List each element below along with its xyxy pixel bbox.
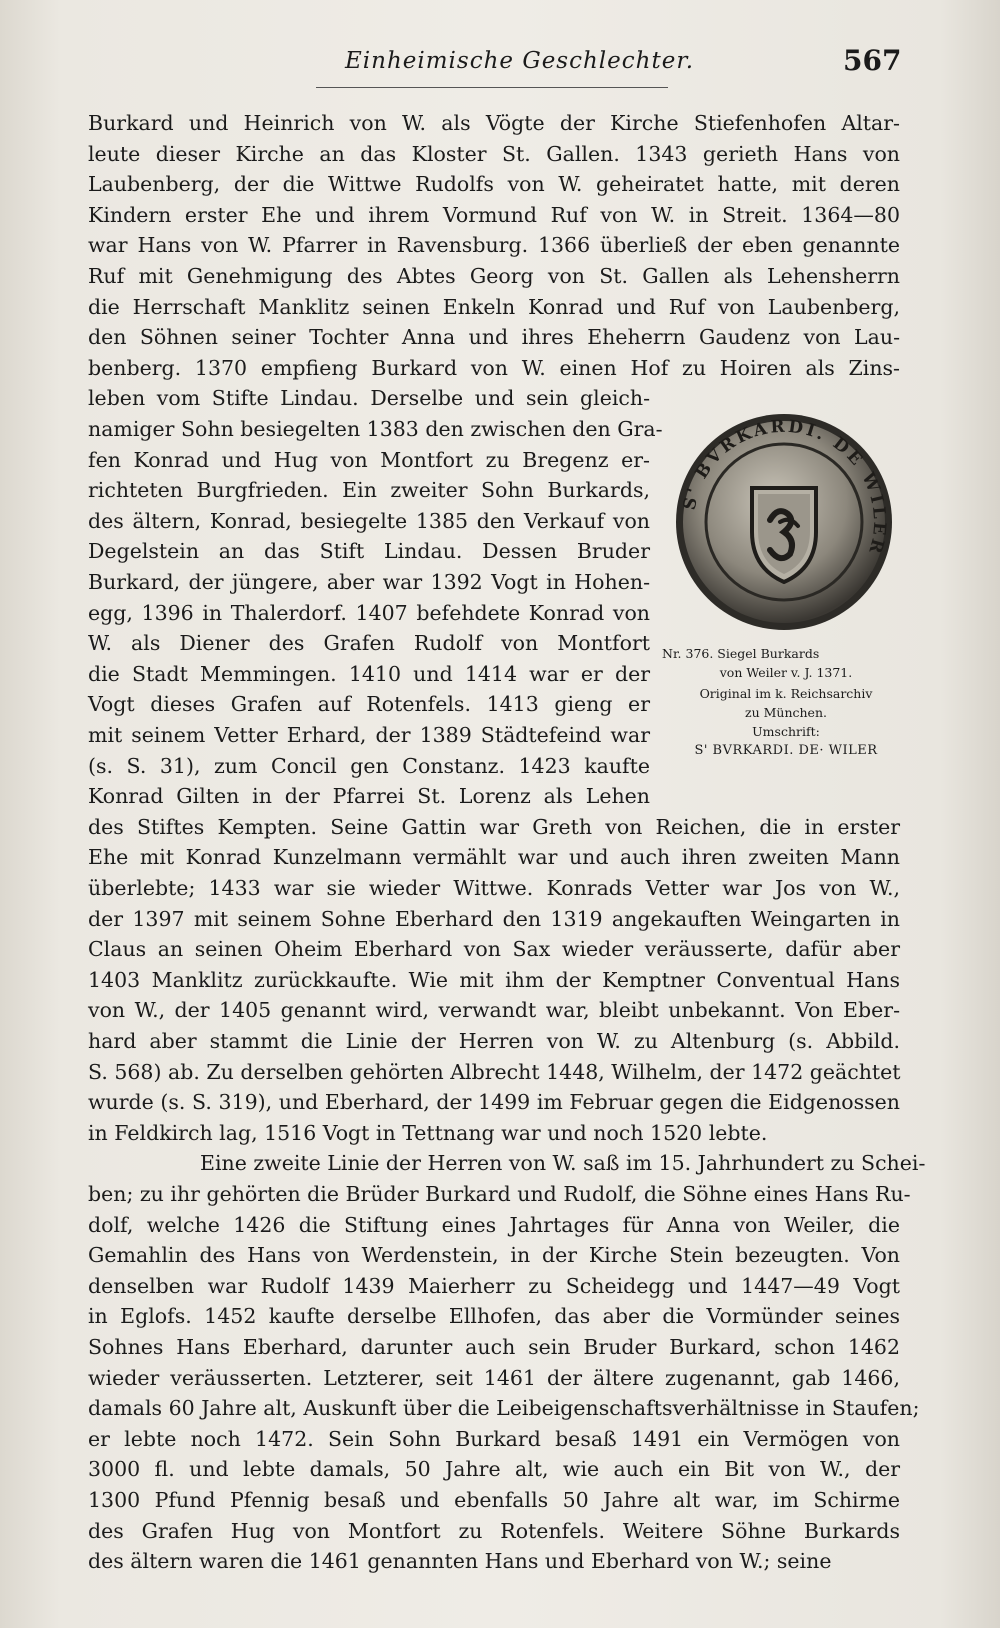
- text-line: der 1397 mit seinem Sohne Eberhard den 1319 angekauften Weingarten in: [88, 906, 900, 931]
- text-line: wurde (s. S. 319), und Eberhard, der 1499 im Februar gegen die Eidgenossen: [88, 1090, 900, 1115]
- text-line: Ruf mit Genehmigung des Abtes Georg von St. Gallen als Lehensherrn: [88, 264, 900, 288]
- text-line: egg, 1396 in Thalerdorf. 1407 befehdete Konrad von: [88, 600, 650, 625]
- text-line: den Söhnen seiner Tochter Anna und ihres Eheherrn Gaudenz von Lau-: [88, 325, 900, 350]
- text-line: Konrad Gilten in der Pfarrei St. Lorenz als Lehen: [88, 784, 650, 809]
- text-line: er lebte noch 1472. Sein Sohn Burkard besaß 1491 ein Vermögen von: [88, 1426, 900, 1451]
- text-line: Laubenberg, der die Wittwe Rudolfs von W. geheiratet hatte, mit deren: [88, 172, 900, 197]
- text-line: richteten Burgfrieden. Ein zweiter Sohn Burkards,: [88, 478, 650, 503]
- text-line: fen Konrad und Hug von Montfort zu Bregenz er-: [88, 447, 650, 472]
- text-line: Burkard, der jüngere, aber war 1392 Vogt in Hohen-: [88, 570, 650, 594]
- text-line: des Stiftes Kempten. Seine Gattin war Greth von Reichen, die in erster: [88, 814, 900, 839]
- text-line: von W., der 1405 genannt wird, verwandt war, bleibt unbekannt. Von Eber-: [88, 998, 900, 1023]
- text-line: Eine zweite Linie der Herren von W. saß im 15. Jahrhundert zu Schei-: [200, 1151, 926, 1176]
- figure-source: Original im k. Reichsarchiv: [699, 686, 873, 701]
- text-line: dolf, welche 1426 die Stiftung eines Jahrtages für Anna von Weiler, die: [88, 1212, 900, 1237]
- text-line: des Grafen Hug von Montfort zu Rotenfels. Weitere Söhne Burkards: [88, 1518, 900, 1543]
- header-rule: [316, 87, 668, 88]
- seal-figure: [660, 410, 912, 758]
- text-line: namiger Sohn besiegelten 1383 den zwischen den Gra-: [88, 417, 663, 441]
- text-line: in Eglofs. 1452 kaufte derselbe Ellhofen, das aber die Vormünder seines: [88, 1304, 900, 1329]
- text-line: die Herrschaft Manklitz seinen Enkeln Konrad und Ruf von Laubenberg,: [88, 294, 900, 319]
- text-line: Gemahlin des Hans von Werdenstein, in der Kirche Stein bezeugten. Von: [88, 1243, 900, 1268]
- seal-image: [672, 410, 896, 634]
- text-line: 3000 fl. und lebte damals, 50 Jahre alt, wie auch ein Bit von W., der: [88, 1457, 900, 1482]
- text-line: ben; zu ihr gehörten die Brüder Burkard und Rudolf, die Söhne eines Hans Ru-: [88, 1182, 911, 1206]
- text-line: hard aber stammt die Linie der Herren von W. zu Altenburg (s. Abbild.: [88, 1029, 900, 1053]
- figure-subtitle: von Weiler v. J. 1371.: [719, 665, 853, 680]
- text-line: in Feldkirch lag, 1516 Vogt in Tettnang war und noch 1520 lebte.: [88, 1120, 768, 1145]
- inscription-text: S' BVRKARDI. DE· WILER: [694, 743, 878, 758]
- page-number: 567: [843, 44, 902, 77]
- text-line: des ältern, Konrad, besiegelte 1385 den Verkauf von: [88, 508, 650, 533]
- text-line: des ältern waren die 1461 genannten Hans und Eberhard von W.; seine: [88, 1549, 832, 1574]
- text-line: 1403 Manklitz zurückkaufte. Wie mit ihm der Kemptner Conventual Hans: [88, 967, 900, 992]
- text-line: denselben war Rudolf 1439 Maierherr zu Scheidegg und 1447—49 Vogt: [88, 1273, 900, 1298]
- running-title: Einheimische Geschlechter.: [345, 48, 695, 74]
- text-line: mit seinem Vetter Erhard, der 1389 Städtefeind war: [88, 723, 650, 747]
- text-line: Vogt dieses Grafen auf Rotenfels. 1413 gieng er: [88, 692, 650, 717]
- text-line: Burkard und Heinrich von W. als Vögte der Kirche Stiefenhofen Altar-: [88, 111, 900, 135]
- text-line: W. als Diener des Grafen Rudolf von Montfort: [88, 631, 650, 656]
- text-line: die Stadt Memmingen. 1410 und 1414 war er der: [88, 661, 650, 686]
- figure-location: zu München.: [745, 705, 827, 720]
- seal-inscription: S' BVRKARDI. DE WILER: [679, 416, 890, 559]
- text-line: Claus an seinen Oheim Eberhard von Sax wieder veräusserte, dafür aber: [88, 937, 900, 962]
- text-line: leben vom Stifte Lindau. Derselbe und sein gleich-: [88, 386, 650, 411]
- text-line: benberg. 1370 empfieng Burkard von W. einen Hof zu Hoiren als Zins-: [88, 355, 900, 380]
- text-line: Ehe mit Konrad Kunzelmann vermählt war und auch ihren zweiten Mann: [88, 845, 900, 870]
- text-line: Sohnes Hans Eberhard, darunter auch sein Bruder Burkard, schon 1462: [88, 1335, 900, 1359]
- figure-number: Nr. 376. Siegel Burkards: [662, 646, 820, 661]
- inscription-label: Umschrift:: [752, 724, 820, 739]
- text-line: S. 568) ab. Zu derselben gehörten Albrecht 1448, Wilhelm, der 1472 geächtet: [88, 1059, 901, 1084]
- text-line: überlebte; 1433 war sie wieder Wittwe. Konrads Vetter war Jos von W.,: [88, 876, 900, 900]
- text-line: wieder veräusserten. Letzterer, seit 1461 der ältere zugenannt, gab 1466,: [88, 1365, 900, 1390]
- text-line: 1300 Pfund Pfennig besaß und ebenfalls 50 Jahre alt war, im Schirme: [88, 1488, 900, 1512]
- text-line: war Hans von W. Pfarrer in Ravensburg. 1366 überließ der eben genannte: [88, 233, 900, 258]
- page-header: [0, 40, 1000, 100]
- text-line: damals 60 Jahre alt, Auskunft über die Leibeigenschaftsverhältnisse in Staufen;: [88, 1396, 920, 1421]
- text-line: (s. S. 31), zum Concil gen Constanz. 1423 kaufte: [88, 753, 650, 778]
- text-line: Degelstein an das Stift Lindau. Dessen Bruder: [88, 539, 650, 564]
- text-line: Kindern erster Ehe und ihrem Vormund Ruf von W. in Streit. 1364—80: [88, 202, 900, 227]
- text-line: leute dieser Kirche an das Kloster St. Gallen. 1343 gerieth Hans von: [88, 141, 900, 166]
